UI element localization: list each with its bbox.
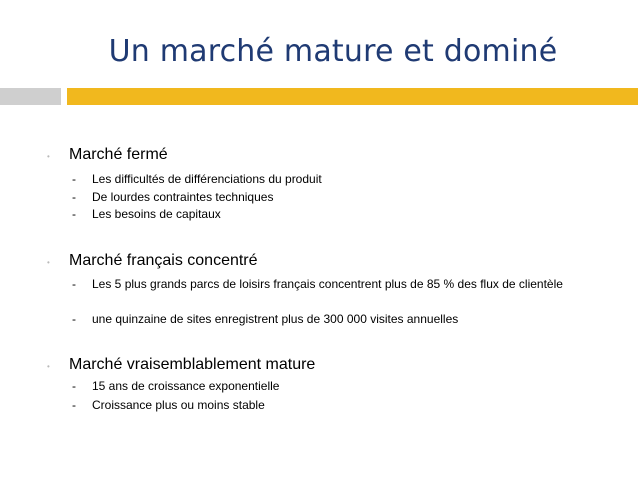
list-item-text: une quinzaine de sites enregistrent plus de 300 000 visites annuelles (92, 312, 459, 326)
dash-marker: - (72, 277, 76, 291)
list-item-text: Les 5 plus grands parcs de loisirs français concentrent plus de 85 % des flux de clientèle (92, 277, 563, 291)
slide-title: Un marché mature et dominé (108, 34, 558, 69)
title-underline-grey (0, 88, 61, 105)
section-heading: Marché vraisemblablement mature (69, 356, 316, 373)
list-item-text: Les besoins de capitaux (92, 207, 221, 221)
dash-marker: - (72, 172, 76, 186)
section-heading: Marché français concentré (69, 252, 258, 269)
list-item-text: De lourdes contraintes techniques (92, 190, 274, 204)
list-item-text: Croissance plus ou moins stable (92, 398, 265, 412)
dash-marker: - (72, 398, 76, 412)
dash-marker: - (72, 312, 76, 326)
title-underline-gold (67, 88, 638, 105)
bullet-icon: • (47, 152, 50, 161)
dash-marker: - (72, 190, 76, 204)
list-item-text: Les difficultés de différenciations du produit (92, 172, 322, 186)
dash-marker: - (72, 379, 76, 393)
bullet-icon: • (47, 362, 50, 371)
list-item-text: 15 ans de croissance exponentielle (92, 379, 280, 393)
section-heading: Marché fermé (69, 146, 168, 163)
dash-marker: - (72, 207, 76, 221)
bullet-icon: • (47, 258, 50, 267)
